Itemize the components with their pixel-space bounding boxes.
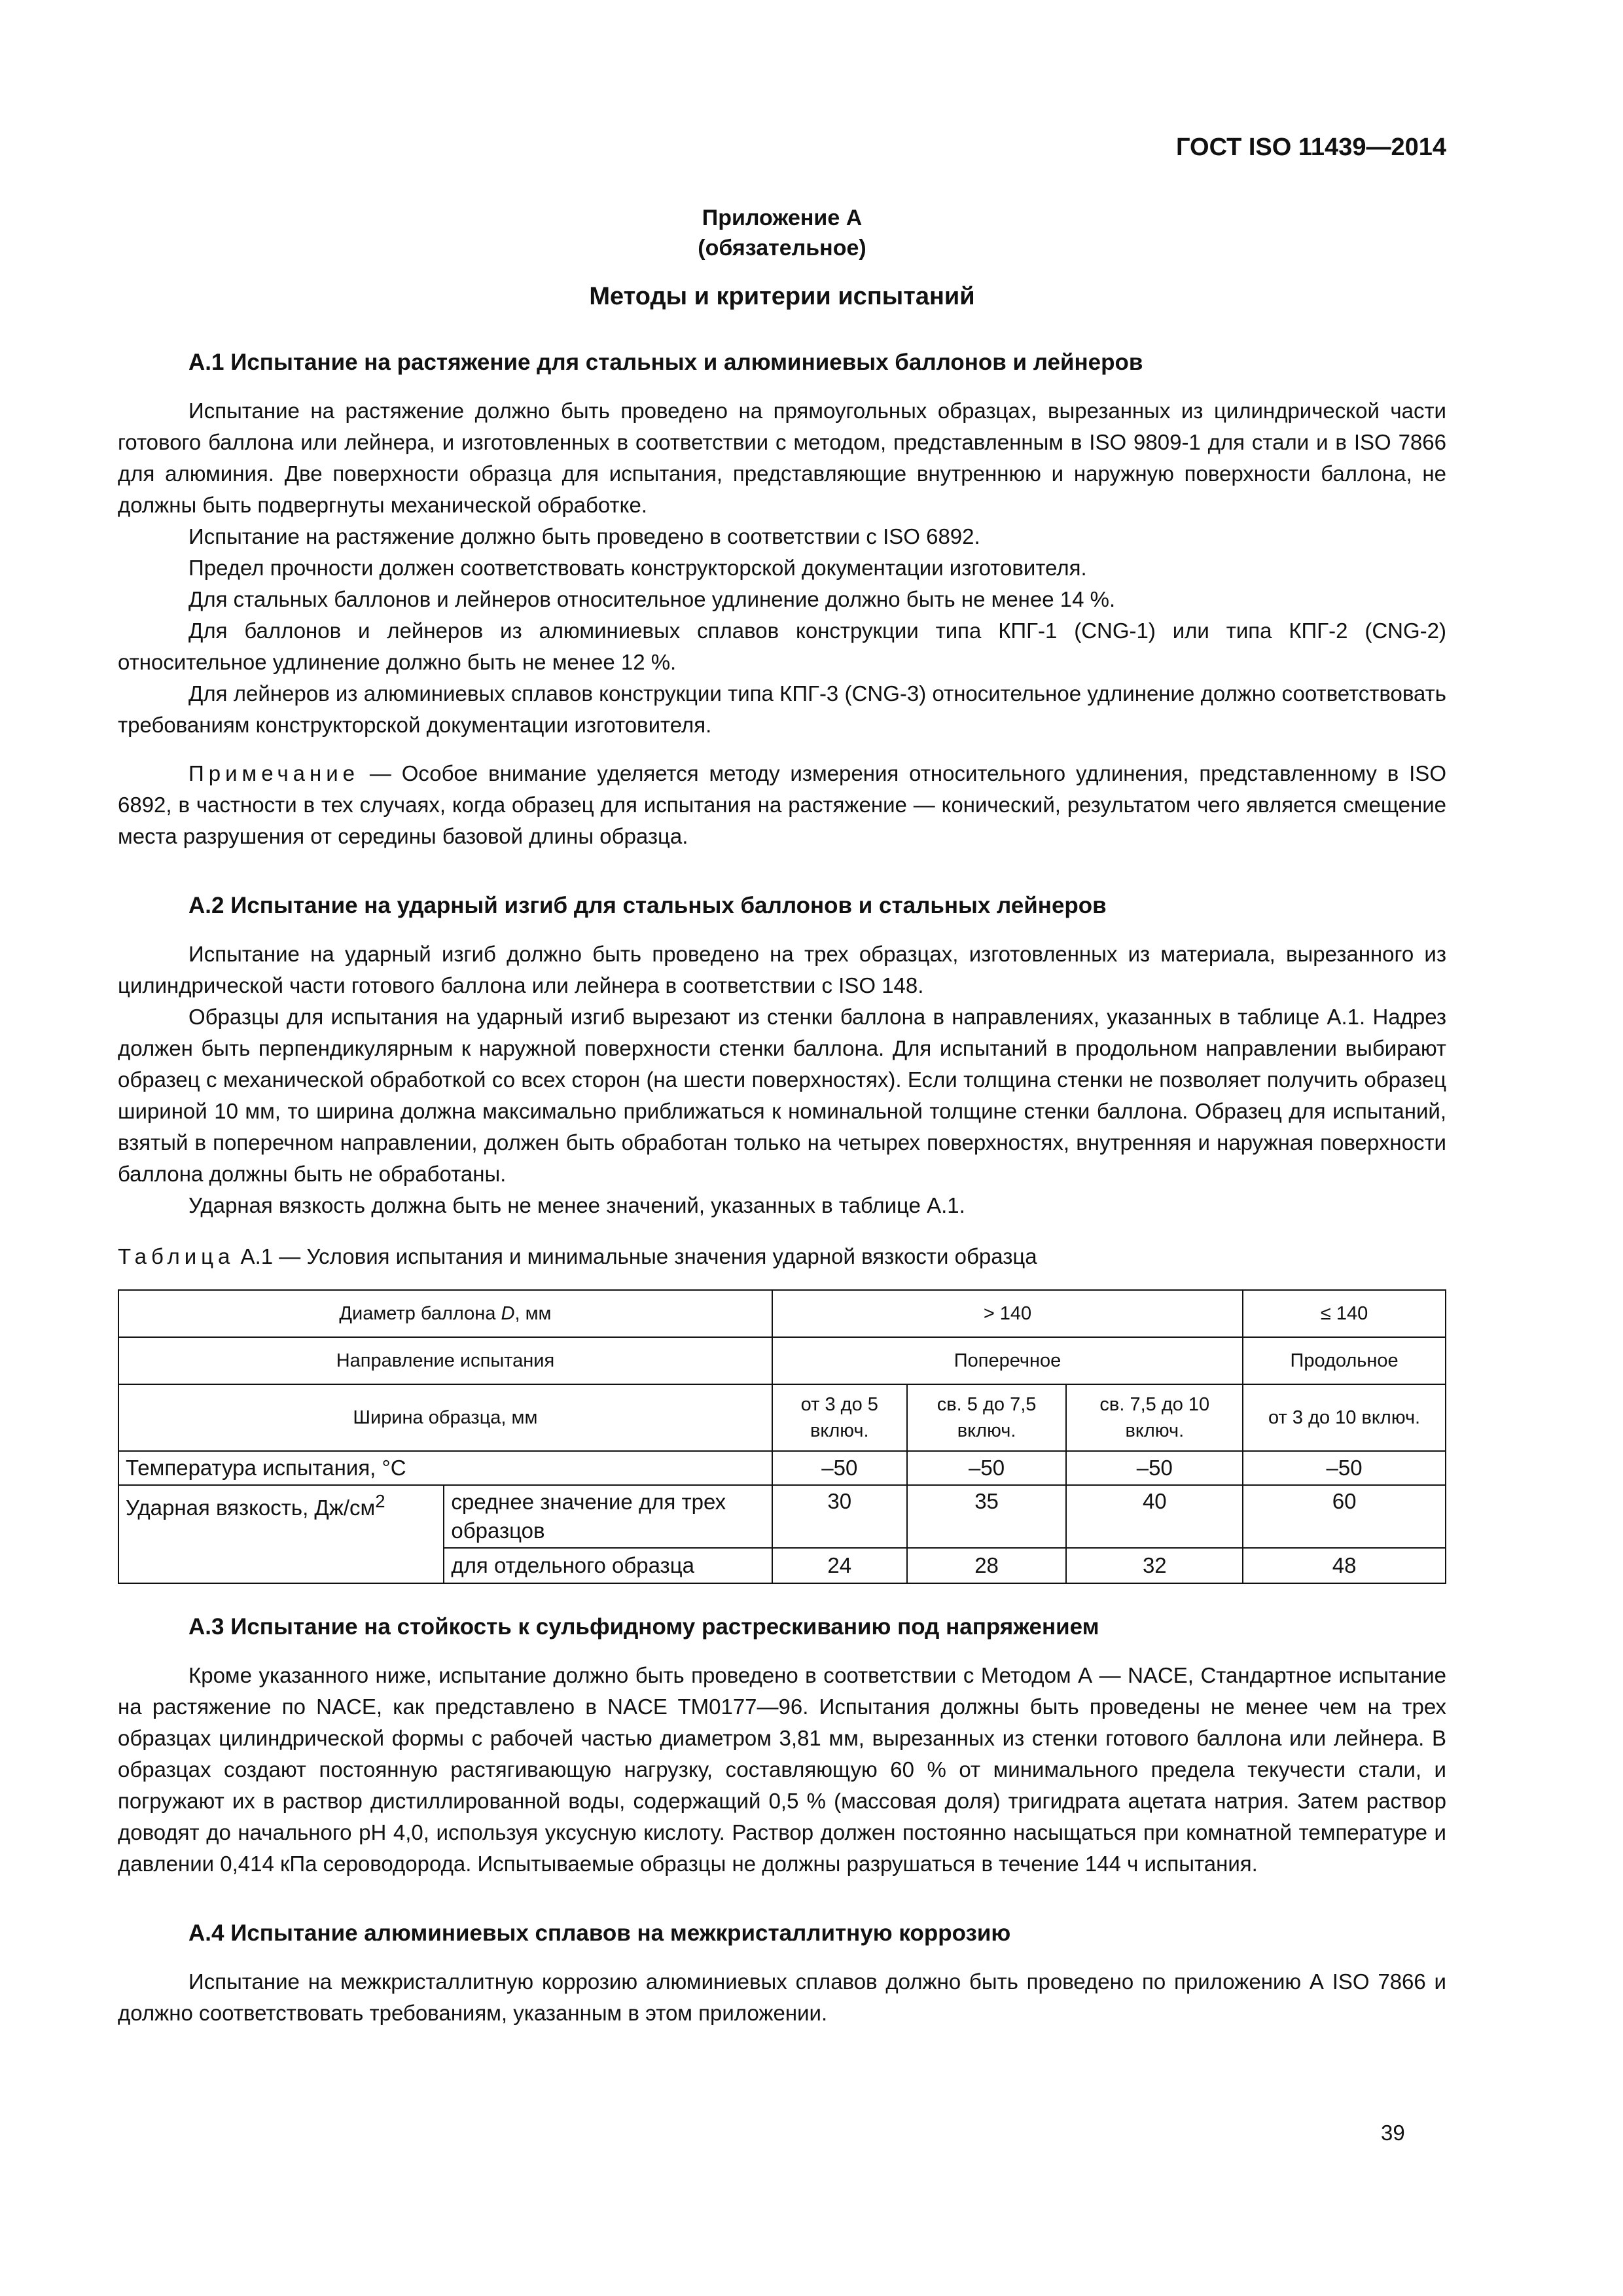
table-row <box>118 1451 1446 1485</box>
document-code: ГОСТ ISO 11439—2014 <box>1176 134 1446 161</box>
mean-value-cell: 40 <box>1066 1485 1243 1548</box>
paragraph: Ударная вязкость должна быть не менее значений, указанных в таблице А.1. <box>188 1193 965 1217</box>
paragraph: Для баллонов и лейнеров из алюминиевых сплавов конструкции типа КПГ-1 (CNG-1) или типа КПГ-2 (CNG-2) относительное удлинение должно быть не менее 12 %. <box>118 619 1446 674</box>
single-value-cell: 28 <box>907 1548 1067 1583</box>
paragraph: Испытание на растяжение должно быть проведено в соответствии с ISO 6892. <box>188 524 980 548</box>
section-heading-a1: А.1 Испытание на растяжение для стальных и алюминиевых баллонов и лейнеров <box>188 350 1143 375</box>
document-page <box>118 131 1446 2029</box>
paragraph: Предел прочности должен соответствовать конструкторской документации изготовителя. <box>188 556 1087 580</box>
direction-longitudinal-cell: Продольное <box>1243 1337 1446 1384</box>
impact-test-table <box>118 1289 1446 1584</box>
diameter-label-cell: Диаметр баллона D, мм <box>118 1290 772 1337</box>
paragraph: Образцы для испытания на ударный изгиб вырезают из стенки баллона в направлениях, указанных в таблице А.1. Надрез должен быть перпендикулярным к наружной поверхности стенки баллона. Для испытаний в продольном направлении выбирают образец с механической обработкой со всех сторон (на шести поверхностях). Если толщина стенки не позволяет получить образец шириной 10 мм, то ширина должна максимально приближаться к номинальной толщине стенки баллона. Образец для испытаний, взятый в поперечном направлении, должен быть обработан только на четырех поверхностях, внутренняя и наружная поверхности баллона должны быть не обработаны. <box>118 1005 1446 1186</box>
direction-label-cell: Направление испытания <box>118 1337 772 1384</box>
mean-label-cell: среднее значение для трех образцов <box>444 1485 772 1548</box>
single-value-cell: 24 <box>772 1548 907 1583</box>
temperature-cell: –50 <box>772 1451 907 1485</box>
width-label-cell: Ширина образца, мм <box>118 1384 772 1451</box>
temperature-cell: –50 <box>1066 1451 1243 1485</box>
width-cell: св. 5 до 7,5 включ. <box>907 1384 1067 1451</box>
appendix-status: (обязательное) <box>698 236 866 260</box>
note <box>118 758 1446 852</box>
table-caption-text: А.1 — Условия испытания и минимальные значения ударной вязкости образца <box>234 1244 1037 1268</box>
single-value-cell: 48 <box>1243 1548 1446 1583</box>
paragraph: Кроме указанного ниже, испытание должно быть проведено в соответствии с Методом А — NACE, Стандартное испытание на растяжение по NACE, как представлено в NACE TM0177—96. Испытания должны быть проведены не менее чем на трех образцах цилиндрической формы с рабочей частью диаметром 3,81 мм, вырезанных из стенки готового баллона или лейнера. В образцах создают постоянную растягивающую нагрузку, составляющую 60 % от минимального предела текучести стали, и погружают их в раствор дистиллированной воды, содержащий 0,5 % (массовая доля) тригидрата ацетата натрия. Затем раствор доводят до начального pH 4,0, используя уксусную кислоту. Раствор должен постоянно насыщаться при комнатной температуре и давлении 0,414 кПа сероводорода. Испытываемые образцы не должны разрушаться в течение 144 ч испытания. <box>118 1663 1446 1876</box>
table-row <box>118 1337 1446 1384</box>
table-row <box>118 1485 1446 1548</box>
paragraph: Испытание на межкристаллитную коррозию алюминиевых сплавов должно быть проведено по приложению А ISO 7866 и должно соответствовать требованиям, указанным в этом приложении. <box>118 1969 1446 2025</box>
diameter-le-cell: ≤ 140 <box>1243 1290 1446 1337</box>
table-row <box>118 1384 1446 1451</box>
section-heading-a2: А.2 Испытание на ударный изгиб для стальных баллонов и стальных лейнеров <box>188 893 1107 918</box>
section-heading-a4: А.4 Испытание алюминиевых сплавов на межкристаллитную коррозию <box>188 1920 1011 1946</box>
diameter-gt-cell: > 140 <box>772 1290 1243 1337</box>
note-label: Примечание <box>188 761 360 785</box>
section-heading-a3: А.3 Испытание на стойкость к сульфидному растрескиванию под напряжением <box>188 1614 1099 1640</box>
direction-transverse-cell: Поперечное <box>772 1337 1243 1384</box>
toughness-label-cell: Ударная вязкость, $Дж/см^2$ <box>118 1485 444 1583</box>
mean-value-cell: 30 <box>772 1485 907 1548</box>
single-label-cell: для отдельного образца <box>444 1548 772 1583</box>
temperature-label-cell: Температура испытания, °С <box>118 1451 772 1485</box>
width-cell: от 3 до 5 включ. <box>772 1384 907 1451</box>
paragraph: Испытание на ударный изгиб должно быть проведено на трех образцах, изготовленных из материала, вырезанного из цилиндрической части готового баллона или лейнера в соответствии с ISO 148. <box>118 942 1446 997</box>
single-value-cell: 32 <box>1066 1548 1243 1583</box>
table-caption <box>118 1241 1446 1272</box>
table-caption-label: Таблица <box>118 1244 235 1268</box>
table-row <box>118 1290 1446 1337</box>
appendix-title: Приложение А <box>702 206 863 230</box>
paragraph: Для лейнеров из алюминиевых сплавов конструкции типа КПГ-3 (CNG-3) относительное удлинение должно соответствовать требованиям конструкторской документации изготовителя. <box>118 681 1446 737</box>
mean-value-cell: 35 <box>907 1485 1067 1548</box>
temperature-cell: –50 <box>1243 1451 1446 1485</box>
width-cell: от 3 до 10 включ. <box>1243 1384 1446 1451</box>
appendix-heading: Методы и критерии испытаний <box>589 283 975 310</box>
paragraph: Испытание на растяжение должно быть проведено на прямоугольных образцах, вырезанных из цилиндрической части готового баллона или лейнера, и изготовленных в соответствии с методом, представленным в ISO 9809-1 для стали и в ISO 7866 для алюминия. Две поверхности образца для испытания, представляющие внутреннюю и наружную поверхности баллона, не должны быть подвергнуты механической обработке. <box>118 399 1446 517</box>
width-cell: св. 7,5 до 10 включ. <box>1066 1384 1243 1451</box>
temperature-cell: –50 <box>907 1451 1067 1485</box>
note-text: — Особое внимание уделяется методу измерения относительного удлинения, представленному в ISO 6892, в частности в тех случаях, когда образец для испытания на растяжение — конический, результатом чего является смещение места разрушения от середины базовой длины образца. <box>118 761 1446 848</box>
page-number: 39 <box>1381 2121 1405 2145</box>
mean-value-cell: 60 <box>1243 1485 1446 1548</box>
paragraph: Для стальных баллонов и лейнеров относительное удлинение должно быть не менее 14 %. <box>188 587 1116 611</box>
